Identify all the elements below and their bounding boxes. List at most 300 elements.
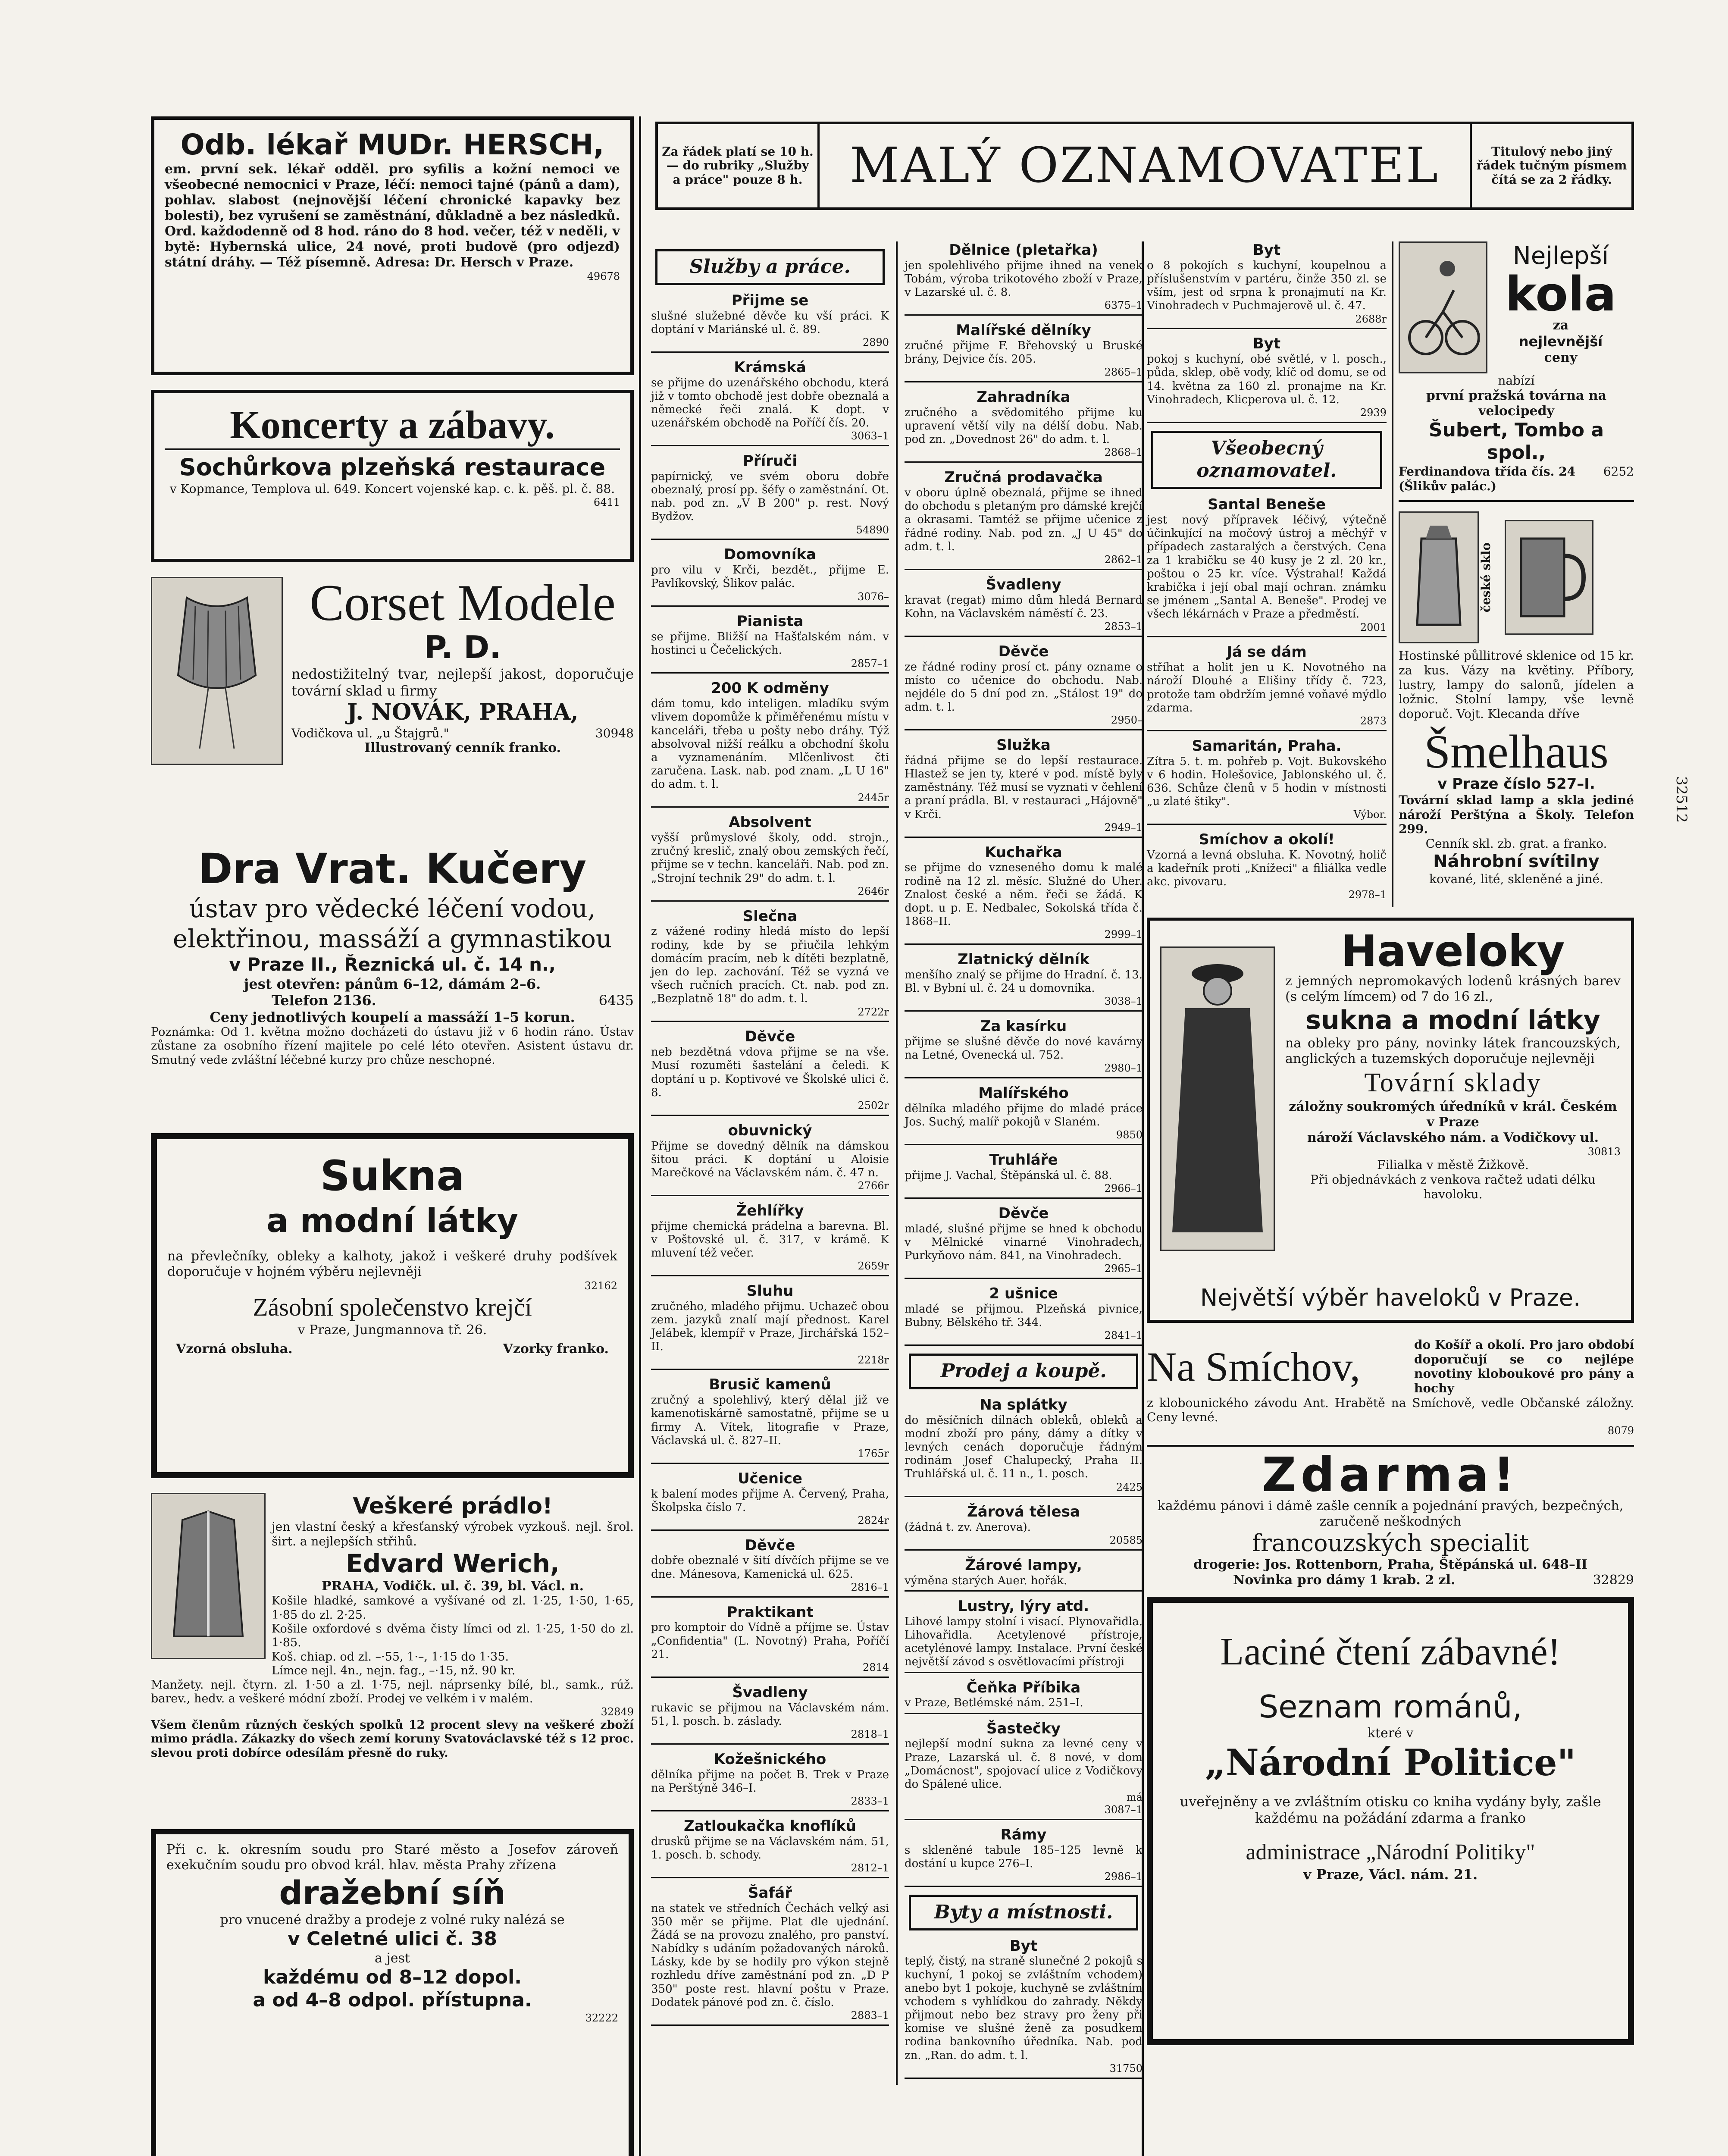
middle-subcolumn-b — [905, 241, 1143, 2085]
ad-cesske-sklo — [1399, 500, 1634, 721]
classified-ad — [651, 613, 889, 674]
classified-ad-separator — [651, 1115, 889, 1116]
ad-kucera-prices: Ceny jednotlivých koupelí a massáží 1–5 korun. — [210, 1009, 575, 1025]
classified-ad-separator — [905, 1077, 1143, 1078]
classified-ad-text: na statek ve středních Čechách velký asi 350 měr se přijme. Plat dle ujednání. Žádá se na provozu znalého, pro panství. Nabídky s udáním požadovaných nároků. Lásky, kde by se hodily pro výkon stejně rozhledu dříve zaměstnání pod zn. „D P 350" poste rest. hlavní poštu v Praze. Dodatek pánové pod zn. č. číslo. — [651, 1902, 889, 2009]
classified-ad-text: se přijme. Bližší na Hašťalském nám. v hostinci u Čečelických. — [651, 630, 889, 657]
ad-zdarma-line3: Novinka pro dámy 1 krab. 2 zl. — [1233, 1573, 1456, 1588]
classified-ad — [651, 1202, 889, 1276]
ad-drazebni-hours1: každému od 8–12 dopol. — [263, 1966, 522, 1988]
ad-drazebni-address: v Celetné ulici č. 38 — [288, 1928, 497, 1950]
ad-kucera — [151, 844, 634, 1125]
ad-pradlo-firm: Edvard Werich, — [346, 1548, 560, 1578]
classified-ad-heading: Malířské dělníky — [956, 322, 1091, 339]
classified-ad — [651, 1282, 889, 1370]
classified-ad-heading: 2 ušnice — [989, 1285, 1058, 1303]
classified-ad-number: 2890 — [862, 336, 889, 348]
classified-ad — [905, 389, 1143, 463]
classified-ad-separator — [651, 539, 889, 540]
shirt-illustration — [151, 1493, 266, 1659]
ad-corset-firm: J. NOVÁK, PRAHA, — [347, 699, 579, 726]
section-vseobecny: Všeobecný oznamovatel. — [1151, 431, 1382, 489]
classified-ad-number: 2502r — [858, 1099, 889, 1112]
ad-jasedam — [1147, 643, 1387, 731]
classified-list-a — [651, 292, 889, 2026]
ad-smelhaus-nahrobni: Náhrobní svítilny — [1433, 851, 1600, 871]
classified-ad-number: 2857–1 — [851, 657, 889, 670]
classified-ad-heading: Lustry, lýry atd. — [958, 1598, 1089, 1615]
classified-ad-number: 3087–1 — [1104, 1803, 1143, 1816]
classified-ad — [905, 1396, 1143, 1498]
ad-pradlo-title: Veškeré prádlo! — [353, 1493, 553, 1519]
ad-corset-title: Corset Modele — [310, 574, 616, 631]
ad-hersch-title: Odb. lékař MUDr. HERSCH, — [180, 128, 604, 161]
ad-smelhaus — [1398, 725, 1634, 886]
ad-corset-cennik: Illustrovaný cenník franko. — [364, 740, 561, 756]
ad-koncerty — [151, 390, 634, 562]
classified-ad — [651, 1122, 889, 1196]
ad-smichov-title: Smíchov a okolí! — [1199, 831, 1335, 849]
classified-ad-separator — [651, 1463, 889, 1464]
classified-ad-separator — [651, 1677, 889, 1678]
classified-ad — [905, 736, 1143, 838]
ad-pradlo-line5: Manžety. nejl. čtyrn. zl. 1·50 a zl. 1·75, nejl. náprsenky bílé, bl., samk., rúž. barev., hedv. a veškeré módní zboží. Prodej ve velkém i v malém. — [151, 1678, 634, 1705]
classified-ad-text: zručný a spolehlivý, který dělal již ve kamenotiskárně samostatně, přijme se u firmy A. Vítek, litografie v Praze, Václavská ul. č. 827–II. — [651, 1394, 889, 1447]
classified-ad-separator — [651, 605, 889, 607]
classified-ad-separator — [651, 672, 889, 674]
classified-ad-heading: Švadleny — [986, 576, 1061, 593]
classified-ad — [651, 1376, 889, 1463]
classified-ad-separator — [905, 1713, 1143, 1714]
classified-ad — [651, 546, 889, 607]
classified-ad-heading: Zručná prodavačka — [944, 469, 1103, 486]
classified-ad-text: pro vilu v Krči, bezdět., přijme E. Pavlíkovský, Šlikov palác. — [651, 564, 889, 590]
classified-ad-heading: Brusič kamenů — [709, 1376, 831, 1394]
classified-ad-number: 2862–1 — [1104, 554, 1143, 566]
classified-ad-text: přijme J. Vachal, Štěpánská ul. č. 88. — [904, 1169, 1112, 1182]
ad-smichov-body: Vzorná a levná obsluha. K. Novotný, holič a kadeřník proti „Knížeci" a filiálka vedle akc. pivovaru. — [1147, 848, 1387, 889]
classified-ad-number: 54890 — [856, 523, 889, 536]
classified-ad-text: drusků přijme se na Václavském nám. 51, 1. posch. b. schody. — [651, 1835, 889, 1861]
classified-ad-number: 2824r — [858, 1514, 889, 1526]
ad-hersch-number: 49678 — [587, 270, 620, 283]
ad-kola-number: 6252 — [1603, 464, 1634, 479]
classified-ad-text: vyšší průmyslové školy, odd. strojn., zručný kreslič, znalý obou zemských řečí, přijme se v techn. kanceláři. Nab. pod zn. „Strojní technik 29" do adm. t. l. — [651, 831, 889, 885]
classified-ad-number: 2688r — [1355, 313, 1387, 325]
ad-nasmichov-title: Na Smíchov, — [1147, 1343, 1361, 1390]
ad-nasmichov — [1147, 1338, 1634, 1437]
ad-drazebni-jest: a jest — [375, 1950, 410, 1966]
classified-ad-number: 2986–1 — [1104, 1870, 1143, 1883]
ad-levne-cteni-paper: „Národní Politice" — [1205, 1741, 1576, 1784]
ad-kola-t6: nabízí — [1498, 373, 1535, 388]
ad-hersch-body: em. první sek. lékař odděl. pro syfilis a kožní nemoci ve všeobecné nemocnici v Praze, léčí: nemoci tajné (pánů a dam), pohlav. slabost (nejnovější léčení chronické kapavky bez bolesti), bez vyrušení se zaměstnání, důkladně a bez následků. Ord. každodenně od 8 hod. ráno do 8 hod. večer, též v neděli, v bytě: Hybernská ulice, 24 nové, proti budově (pro odjezd) státní dráhy. — Též písemně. Adresa: Dr. Hersch v Praze. — [165, 162, 620, 270]
classified-ad — [905, 576, 1143, 637]
glass-jug-illustration — [1399, 511, 1479, 643]
classified-ad-heading: Byt — [1252, 241, 1281, 259]
classified-ad-number: 2646r — [858, 885, 889, 897]
classified-ad — [651, 452, 889, 540]
classified-ad-heading: Příruči — [742, 452, 798, 470]
classified-ad-text: o 8 pokojích s kuchyní, koupelnou a příslušenstvím v partéru, činže 350 zl. se vším, jest od srpna k pronajmutí na Kr. Vinohradech v Puchmajerově ul. č. 47. — [1147, 259, 1387, 313]
classified-ad-separator — [651, 1877, 889, 1878]
ad-levne-cteni-adm: administrace „Národní Politiky" — [1246, 1840, 1535, 1865]
classified-ad-separator — [905, 1278, 1143, 1279]
classified-ad-heading: Šastečky — [986, 1720, 1061, 1737]
classified-ad-heading: Čeňka Příbika — [966, 1679, 1081, 1696]
ad-zdarma-line1: každému pánovi i dámě zašle cenník a pojednání pravých, bezpečných, zaručeně neškodných — [1157, 1498, 1624, 1529]
classified-ad-number: 2966–1 — [1104, 1182, 1143, 1195]
classified-ad — [905, 1503, 1143, 1551]
ad-zdarma-title: Zdarma! — [1262, 1447, 1519, 1502]
masthead-title: MALÝ OZNAMOVATEL — [817, 124, 1472, 207]
classified-ad-separator — [651, 351, 889, 353]
classified-ad-text: s skleněné tabule 185–125 levně k dostání u kupce 276–I. — [904, 1843, 1143, 1870]
classified-ad-text: Přijme se dovedný dělník na dámskou šitou práci. K doptání u Aloisie Marečkové na Václavském nám. č. 47 n. — [651, 1139, 889, 1179]
classified-ad-heading: Přijme se — [731, 291, 809, 309]
ad-zdarma-number: 32829 — [1593, 1573, 1634, 1588]
ad-corset-address: Vodičkova ul. „u Štajgrů." — [291, 726, 449, 740]
ad-haveloky-line1: z jemných nepromokavých lodenů krásných barev (s celým límcem) od 7 do 16 zl., — [1285, 974, 1621, 1005]
ad-sukna-body: na převlečníky, obleky a kalhoty, jakož i veškeré druhy podšívek doporučuje v hojném výběru nejlevněji — [167, 1249, 617, 1280]
middle-column — [651, 241, 1143, 2085]
classified-ad-separator — [905, 837, 1143, 838]
classified-ad-text: Lihové lampy stolní i visací. Plynovařidla. Lihovařidla. Acetylenové přístroje, acetylénové lampy. Instalace. První české největší závod s osvětlovacími přístroji — [904, 1615, 1143, 1669]
classified-ad-number: 2950– — [1111, 714, 1143, 727]
classified-ad-heading: 200 K odměny — [711, 680, 829, 697]
ad-pradlo-line1: Košile hladké, samkové a vyšívané od zl. 1·25, 1·50, 1·65, 1·85 do zl. 2·25. — [272, 1594, 634, 1622]
ad-pradlo-address: PRAHA, Vodičk. ul. č. 39, bl. Václ. n. — [321, 1579, 584, 1594]
jug-icon — [1409, 521, 1469, 633]
classified-ad — [1147, 241, 1387, 329]
classified-ad-text: dělníka přijme na počet B. Trek v Praze na Perštýně 346–I. — [651, 1768, 889, 1795]
ad-haveloky-line4: nároží Václavského nám. a Vodičkovy ul. — [1307, 1130, 1599, 1145]
ad-zdarma-title2: francouzských specialit — [1252, 1529, 1529, 1557]
classified-ad-heading: Žárové lampy, — [965, 1557, 1082, 1574]
ad-nasmichov-side: do Košíř a okolí. Pro jaro období doporučují se co nejlépe novotiny kloboukové pro pány a hochy — [1414, 1338, 1634, 1395]
classified-ad-heading: Krámská — [734, 358, 806, 376]
ad-cesske-sklo-body: Hostinské půllitrové sklenice od 15 kr. za kus. Vázy na květiny. Příbory, lustry, lampy do salonů, jídelen a ložnic. Stolní lampy, vše levně doporuč. Vojt. Klecanda dříve — [1398, 649, 1634, 721]
classified-ad-text: dám tomu, kdo inteligen. mladíku svým vlivem dopomůže k přiměřenému místu v kanceláři, třeba u pošty nebo dráhy. Týž absolvoval nižší reálku a obchodní školu a vyznamenáním. Mlčenlivost čti zaručena. Lask. nab. pod znam. „L U 16" do adm. t. l. — [651, 697, 889, 791]
classified-ad-text: se přijme do vzneseného domu k malé rodině na 12 zl. měsíc. Služné do Uher. Znalost české a něm. řeči se žádá. K dopt. u p. E. Nedbalec, Sokolská třída č. 1868–II. — [904, 861, 1143, 928]
classified-ad-number: 2868–1 — [1104, 446, 1143, 459]
classified-ad-heading: Byt — [1252, 335, 1281, 353]
classified-ad-heading: Žehlířky — [736, 1202, 804, 1219]
ad-kola-address: Ferdinandova třída čís. 24 (Šlikův palác.) — [1398, 464, 1576, 493]
classified-ad-text: menšího znalý se přijme do Hradní. č. 13. Bl. v Bybní ul. č. 24 u domovníka. — [904, 968, 1143, 995]
ad-kucera-title: Dra Vrat. Kučery — [198, 845, 587, 893]
ad-drazebni-body: Při c. k. okresním soudu pro Staré město a Josefov zároveň exekučním soudu pro obvod král. hlav. města Prahy zřízena — [166, 1842, 618, 1873]
ad-sukna-address: v Praze, Jungmannova tř. 26. — [297, 1322, 487, 1338]
ad-sukna-vzorky: Vzorky franko. — [503, 1341, 609, 1357]
classified-ad-separator — [905, 1886, 1143, 1887]
ad-haveloky-footer: Největší výběr haveloků v Praze. — [1200, 1284, 1581, 1312]
subcolumn-rule — [1392, 241, 1393, 907]
classified-ad-heading: Byt — [1009, 1937, 1038, 1955]
classified-ad-number: 3076– — [857, 590, 889, 603]
classified-ad-number: 2722r — [858, 1006, 889, 1018]
classified-ad-text: mladé, slušné přijme se hned k obchodu v Mělnické vinarné Vinohradech, Purkyňovo nám. 841, na Vinohradech. — [904, 1222, 1143, 1263]
classified-ad — [651, 1684, 889, 1745]
ad-kola — [1399, 241, 1634, 493]
classified-ad-heading: Děvče — [745, 1028, 795, 1046]
classified-ad-heading: Dělnice (pletařka) — [949, 241, 1098, 259]
ad-kola-t1: Nejlepší — [1512, 242, 1609, 270]
classified-ad-heading: Děvče — [998, 642, 1049, 660]
ad-haveloky-line2: na obleky pro pány, novinky látek francouzských, anglických a tuzemských doporučuje nejlevněji — [1285, 1036, 1621, 1067]
classified-ad-number: 2814 — [862, 1661, 889, 1673]
right-column — [1147, 241, 1634, 2060]
classified-ad-heading: Učenice — [738, 1470, 802, 1487]
classified-ad-separator — [651, 2024, 889, 2026]
classified-ad-heading: Absolvent — [729, 814, 811, 831]
ad-koncerty-number: 6411 — [593, 496, 620, 508]
classified-ad-text: mladé se přijmou. Plzeňská pivnice, Bubny, Bělského tř. 344. — [904, 1302, 1143, 1329]
ad-nasmichov-number: 8079 — [1607, 1424, 1634, 1437]
ad-drazebni-hours2: a od 4–8 odpol. přístupna. — [253, 1989, 532, 2011]
classified-ad-separator — [1147, 422, 1387, 423]
classified-ad-heading: Zatloukačka knoflíků — [684, 1817, 857, 1835]
ad-pradlo-line6: Všem členům různých českých spolků 12 procent slevy na veškeré zboží mimo prádla. Zákazky do všech zemí koruny Svatováclavské též s 12 proc. slevou proti dobírce odesílám přesně do ruky. — [151, 1718, 634, 1760]
classified-ad-heading: Truhláře — [989, 1151, 1058, 1169]
ad-levne-cteni-sub: Seznam románů, — [1258, 1689, 1522, 1725]
ad-kola-t2: kola — [1505, 266, 1616, 322]
classified-ad-separator — [905, 1010, 1143, 1012]
classified-ad-number: 2939 — [1360, 406, 1387, 419]
ad-drazebni — [151, 1829, 634, 2156]
corset-icon — [169, 589, 264, 753]
classified-ad-number: 2965–1 — [1104, 1263, 1143, 1275]
ad-koncerty-body: v Kopmance, Templova ul. 649. Koncert vojenské kap. c. k. pěš. pl. č. 88. — [169, 482, 615, 496]
ad-hersch — [151, 116, 634, 375]
classified-ad — [651, 1818, 889, 1878]
havelock-coat-icon — [1168, 956, 1267, 1241]
subcolumn-rule — [896, 241, 898, 2085]
ad-sukna-number: 32162 — [584, 1280, 617, 1292]
ad-smichov-number: 2978–1 — [1348, 889, 1387, 901]
classified-ad — [651, 814, 889, 901]
classified-ad-heading: Slečna — [742, 907, 798, 925]
classified-ad-heading: Na splátky — [980, 1396, 1067, 1413]
ad-levne-cteni-body: uveřejněny a ve zvláštním otisku co kniha vydány byly, zašle každému na požádání zdarma a franko — [1180, 1793, 1601, 1826]
ad-haveloky-title3: Tovární sklady — [1364, 1068, 1542, 1098]
classified-ad-text: dobře obeznalé v šití dívčích přijme se ve dne. Mánesova, Kamenická ul. 625. — [651, 1554, 889, 1581]
ad-kucera-number: 6435 — [598, 992, 634, 1009]
classified-ad — [905, 322, 1143, 382]
classified-ad-separator — [905, 381, 1143, 382]
classified-ad-number: 2816–1 — [851, 1581, 889, 1593]
ad-haveloky-line5: Filialka v městě Žižkově. — [1377, 1158, 1529, 1172]
classified-ad-separator — [651, 1743, 889, 1745]
classified-ad — [905, 1598, 1143, 1673]
classified-ad-number: 2833–1 — [851, 1795, 889, 1807]
classified-ad-text: výměna starých Auer. hořák. — [904, 1574, 1067, 1587]
classified-ad-separator — [905, 1672, 1143, 1673]
classified-ad-separator — [1147, 328, 1387, 329]
classified-ad-separator — [905, 729, 1143, 730]
ad-koncerty-subtitle: Sochůrkova plzeňská restaurace — [165, 448, 620, 482]
classified-ad-separator — [905, 1344, 1143, 1346]
classified-ad-side-word: má — [1126, 1791, 1143, 1804]
classified-ad-text: pokoj s kuchyní, obé světlé, v l. posch., půda, sklep, obě vody, klíč od domu, se od 14. května za 160 zl. pronajme na Kr. Vinohradech, Klicperova ul. č. 12. — [1147, 353, 1387, 406]
classified-ad — [651, 292, 889, 353]
classified-ad — [651, 1028, 889, 1116]
ad-sukna — [151, 1133, 634, 1478]
classified-ad — [905, 1084, 1143, 1145]
ad-corset — [151, 574, 634, 836]
classified-list-b2 — [905, 1396, 1143, 1887]
ad-pradlo-line3: Koš. chiap. od zl. –·55, 1·–, 1·15 do 1·35. — [272, 1650, 509, 1664]
beer-mug-illustration — [1505, 520, 1593, 635]
classified-ad-separator — [651, 1021, 889, 1022]
classified-ad-number: 1765r — [858, 1447, 889, 1460]
classified-ad — [905, 241, 1143, 316]
ad-smelhaus-cennik: Cenník skl. zb. grat. a franko. — [1425, 836, 1607, 851]
classified-ad-number: 3038–1 — [1104, 995, 1143, 1008]
classified-ad-text: pro komptoir do Vídně a příjme se. Ústav „Confidentia" (L. Novotný) Praha, Poříčí 21. — [651, 1621, 889, 1661]
classified-ad — [651, 680, 889, 808]
classified-ad-number: 3063–1 — [851, 430, 889, 442]
ad-smelhaus-body: Tovární sklad lamp a skla jediné nároží Perštýna a Školy. Telefon 299. — [1398, 793, 1634, 837]
classified-ad-text: zručného a svědomitého přijme ku upravení větší vily na délší dobu. Nab. pod zn. „Dovednost 26" do adm. t. l. — [904, 406, 1143, 446]
ad-santal-body: jest nový přípravek léčivý, výtečně účinkující na močový ústroj a měchýř v případech zastaralých a čerstvých. Cena za 1 krabičku se 40 kusy je 2 zl. 20 kr., poštou o 25 kr. více. Výstrahal! Každá krabička i její obal mají ochran. známku se jménem „Santal A. Beneše". Prodej ve všech lékárnách v Praze a předměstí. — [1147, 514, 1387, 621]
ad-kucera-hours: jest otevřen: pánům 6–12, dámám 2–6. — [244, 975, 541, 992]
ad-smelhaus-nahrobni2: kované, lité, skleněné a jiné. — [1429, 871, 1603, 886]
corset-illustration — [151, 577, 283, 765]
classified-ad-text: ze řádné rodiny prosí ct. pány ozname o místo co učenice do obchodu. Nab. nejdéle do 5 dní pod zn. „Stálost 19" do adm. t. l. — [904, 660, 1143, 714]
classified-ad-separator — [905, 1197, 1143, 1199]
ad-haveloky-number: 30813 — [1587, 1145, 1621, 1158]
masthead — [655, 122, 1634, 210]
ad-kola-firm: Šubert, Tombo a spol., — [1428, 419, 1604, 464]
classified-ad-number: 2999–1 — [1104, 928, 1143, 941]
classified-ad-heading: Praktikant — [726, 1603, 814, 1621]
ad-kucera-telefon: Telefon 2136. — [272, 992, 376, 1009]
classified-ad-heading: Žárová tělesa — [967, 1503, 1080, 1521]
ad-samaritan — [1147, 737, 1387, 825]
classified-ad-text: papírnický, ve svém oboru dobře obeznalý, prosí pp. šéfy o zaměstnání. Ot. nab. pod zn. „V B 200" p. rest. Nový Bydžov. — [651, 470, 889, 523]
classified-ad-number: 9850 — [1116, 1129, 1143, 1141]
classified-ad-number: 31750 — [1109, 2062, 1143, 2075]
classified-ad-heading: Za kasírku — [980, 1018, 1067, 1035]
ad-samaritan-title: Samaritán, Praha. — [1192, 737, 1342, 755]
classified-list-b3 — [905, 1937, 1143, 2079]
right-classified-list — [1147, 241, 1387, 423]
ad-smelhaus-address: v Praze číslo 527–I. — [1437, 775, 1595, 793]
ad-drazebni-number: 32222 — [585, 2012, 618, 2024]
classified-ad-number: 2445r — [858, 791, 889, 804]
classified-ad-number: 2841–1 — [1104, 1329, 1143, 1342]
cyclist-illustration — [1399, 241, 1487, 373]
ad-kola-t7: první pražská továrna na velocipedy — [1426, 388, 1607, 419]
ad-corset-number: 30948 — [595, 726, 634, 740]
classified-list-b — [905, 241, 1143, 1346]
classified-ad-heading: Služka — [996, 736, 1051, 754]
classified-ad-text: k balení modes přijme A. Červený, Praha, Školpska číslo 7. — [651, 1487, 889, 1514]
classified-ad-heading: Domovníka — [724, 546, 816, 564]
classified-ad-text: zručného, mladého přijmu. Uchazeč obou zem. jazyků znalí mají přednost. Karel Jelábek, klempíř v Praze, Jirchářská 152–II. — [651, 1300, 889, 1354]
ad-pradlo — [151, 1493, 634, 1821]
ad-corset-pd: P. D. — [424, 629, 501, 665]
classified-ad-text: z vážené rodiny hledá místo do lepší rodiny, kde by se přiučila lehkým domácím pracím, neb k dítěti bezplatně, jen do lep. zachování. Též se vyzná ve všech ručních pracích. Ct. nab. pod zn. „Bezplatně 18" do adm. t. l. — [651, 925, 889, 1006]
ad-drazebni-body2: pro vnucené dražby a prodeje z volné ruky nalézá se — [220, 1912, 565, 1928]
classified-ad-number: 2818–1 — [851, 1728, 889, 1740]
classified-ad — [905, 643, 1143, 730]
ad-kucera-note: Poznámka: Od 1. května možno docházeti do ústavu již v 6 hodin ráno. Ústav zůstane za osobního řízení majitele po celé léto otevřen. Asistent ústavu dr. Smutný vede zvláštní léčebné kurzy pro chůze neschopné. — [151, 1025, 634, 1067]
ad-haveloky-line6: Při objednávkách z venkova račtež udati délku havoloku. — [1310, 1172, 1596, 1201]
classified-ad-text: řádná přijme se do lepší restaurace. Hlastež se jen ty, které v pod. místě byly zaměstnány. Též musí se vyznati v čehlení a praní prádla. Bl. v restauraci „Hájovně" v Krči. — [904, 754, 1143, 821]
classified-ad-separator — [651, 1275, 889, 1276]
classified-ad-heading: Zahradníka — [977, 389, 1071, 406]
classified-ad-heading: Děvče — [745, 1536, 795, 1554]
ad-kucera-line2: elektřinou, massáží a gymnastikou — [172, 924, 612, 953]
ad-kola-t4: nejlevnější — [1518, 333, 1603, 350]
classified-ad-text: rukavic se přijmou na Václavském nám. 51, l. posch. b. záslady. — [651, 1701, 889, 1728]
classified-ad-separator — [651, 1810, 889, 1811]
mug-icon — [1512, 530, 1586, 625]
classified-ad-number: 2980–1 — [1104, 1062, 1143, 1075]
classified-ad-separator — [905, 1496, 1143, 1497]
classified-ad-heading: Zlatnický dělník — [958, 951, 1089, 968]
column-rule — [639, 116, 641, 2156]
ad-pradlo-line2: Košile oxfordové s dvěma čisty límci od zl. 1·25, 1·50 do zl. 1·85. — [272, 1622, 634, 1650]
ad-levne-cteni — [1147, 1597, 1634, 2045]
section-prodej: Prodej a koupě. — [909, 1354, 1138, 1389]
middle-subcolumn-a — [651, 241, 889, 2085]
classified-ad-heading: Malířského — [978, 1084, 1069, 1102]
classified-ad — [905, 1151, 1143, 1199]
classified-ad-text: jen spolehlivého přijme ihned na venek Tobám, výroba trikotového zboží v Praze, v Lazarské ul. č. 8. — [904, 259, 1143, 299]
ad-haveloky — [1147, 918, 1634, 1323]
classified-ad-separator — [905, 1144, 1143, 1145]
shirt-icon — [165, 1507, 251, 1645]
classified-ad — [905, 1937, 1143, 2079]
ad-smichov — [1147, 831, 1387, 901]
classified-ad-number: 2865–1 — [1104, 366, 1143, 379]
classified-ad-heading: Kuchařka — [985, 843, 1062, 861]
ad-zdarma-line2: drogerie: Jos. Rottenborn, Praha, Štěpánská ul. 648–II — [1193, 1557, 1587, 1573]
classified-ad-heading: Pianista — [736, 613, 804, 630]
classified-ad-number: 2425 — [1116, 1481, 1143, 1493]
classified-ad-text: přijme chemická prádelna a barevna. Bl. v Poštovské ul. č. 317, v krámě. K mluvení též večer. — [651, 1219, 889, 1260]
right-subcolumn-b — [1399, 241, 1634, 907]
classified-ad-separator — [651, 445, 889, 446]
ad-nasmichov-body: z klobounického závodu Ant. Hrabětě na Smíchově, vedle Občanské záložny. Ceny levné. — [1147, 1395, 1634, 1425]
classified-ad-separator — [905, 2078, 1143, 2079]
ad-kola-t3: za — [1553, 318, 1569, 333]
classified-ad-separator — [651, 1195, 889, 1196]
classified-ad — [651, 1537, 889, 1598]
classified-ad — [905, 1720, 1143, 1820]
ad-sukna-firm: Zásobní společenstvo krejčí — [253, 1293, 532, 1322]
classified-ad-separator — [905, 1590, 1143, 1592]
classified-ad-heading: Sluhu — [746, 1282, 794, 1300]
classified-ad-text: dělníka mladého přijme do mladé práce Jos. Suchý, malíř pokojů v Slaném. — [904, 1102, 1143, 1129]
classified-ad — [905, 844, 1143, 945]
classified-ad — [651, 1604, 889, 1678]
ad-corset-body: nedostižitelný tvar, nejlepší jakost, doporučuje tovární sklad u firmy — [291, 666, 634, 699]
masthead-bold-note: Titulový nebo jiný řádek tučným písmem čítá se za 2 řádky. — [1476, 144, 1627, 187]
ad-drazebni-title: dražební síň — [279, 1874, 506, 1912]
classified-ad — [651, 1884, 889, 2026]
ad-levne-cteni-ktere: které v — [1367, 1725, 1414, 1741]
ad-pradlo-line4: Límce nejl. 4n., nejn. fag., –·15, nž. 90 kr. — [272, 1664, 516, 1678]
ad-haveloky-line3: záložny soukromých úředníků v král. Českém v Praze — [1289, 1099, 1617, 1130]
classified-ad-text: neb bezdětná vdova přijme se na vše. Musí rozuměti šastelání a čeledi. K doptání u p. Koptivové ve Školské ulici č. 8. — [651, 1046, 889, 1099]
classified-ad-separator — [905, 569, 1143, 570]
classified-ad-heading: Švadleny — [732, 1683, 808, 1701]
ad-jasedam-title: Já se dám — [1227, 643, 1307, 661]
